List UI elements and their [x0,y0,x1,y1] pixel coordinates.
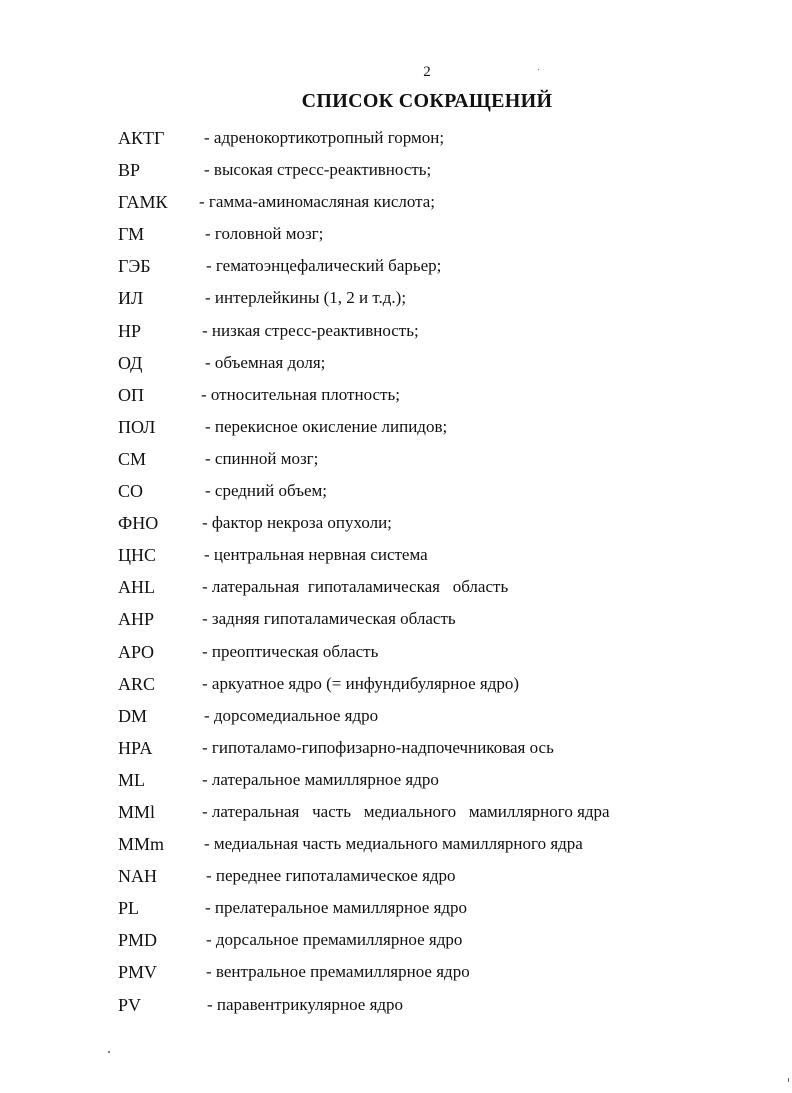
abbreviation-term: ОД [118,352,143,373]
page-number: 2 [423,64,431,80]
abbreviation-definition: - паравентрикулярное ядро [207,994,404,1014]
abbreviation-definition: - средний объем; [205,481,328,501]
abbreviation-term: ГМ [118,224,145,245]
abbreviation-term: СО [118,481,144,502]
abbreviation-term: СМ [118,448,147,469]
abbreviation-row [0,379,792,411]
abbreviation-row [0,250,792,282]
abbreviation-definition: - вентральное премамиллярное ядро [206,962,470,982]
abbreviation-term: ML [118,769,145,790]
abbreviation-term: ПОЛ [118,416,156,437]
abbreviation-definition: - объемная доля; [205,352,326,372]
abbreviation-row [0,347,792,379]
abbreviation-row [0,860,792,892]
abbreviation-row [0,700,792,732]
abbreviation-row [0,924,792,956]
abbreviation-term: MMl [118,801,156,822]
abbreviation-row [0,989,792,1021]
abbreviation-row [0,186,792,218]
abbreviation-term: APO [118,641,155,662]
abbreviation-row [0,154,792,186]
abbreviation-term: ФНО [118,513,159,534]
abbreviation-definition: - латеральное мамиллярное ядро [202,769,439,789]
abbreviation-term: ГАМК [118,192,168,213]
abbreviation-row [0,282,792,314]
abbreviation-definition: - гематоэнцефалический барьер; [206,256,442,276]
abbreviation-row [0,315,792,347]
abbreviation-term: PL [118,898,140,919]
abbreviation-definition: - перекисное окисление липидов; [205,416,448,436]
abbreviation-definition: - фактор некроза опухоли; [202,513,392,533]
abbreviation-definition: - прелатеральное мамиллярное ядро [205,898,468,918]
abbreviation-term: NAH [118,866,157,887]
abbreviation-term: AHP [118,609,155,630]
abbreviation-term: PMV [118,962,158,983]
abbreviation-definition: - относительная плотность; [201,384,400,404]
abbreviation-definition: - адренокортикотропный гормон; [204,128,445,147]
abbreviation-row [0,828,792,860]
abbreviation-term: MMm [118,834,165,855]
abbreviation-term: DM [118,705,148,726]
abbreviation-definition: - высокая стресс-реактивность; [204,160,432,180]
abbreviation-term: AHL [118,577,155,598]
abbreviation-row [0,892,792,924]
abbreviation-term: ГЭБ [118,256,151,277]
abbreviation-definition: - спинной мозг; [205,448,319,468]
abbreviation-definition: - интерлейкины (1, 2 и т.д.); [205,288,407,308]
abbreviation-row [0,956,792,988]
abbreviation-definition: - гипоталамо-гипофизарно-надпочечниковая ось [202,737,554,757]
abbreviation-definition: - латеральная часть медиального мамиллярного ядра [202,801,610,821]
scan-speck [788,1078,789,1082]
abbreviation-row [0,796,792,828]
abbreviation-term: ИЛ [118,288,144,309]
abbreviation-row [0,732,792,764]
scan-speck [538,69,539,70]
abbreviation-row [0,764,792,796]
abbreviation-term: НР [118,320,142,341]
abbreviation-term: АКТГ [118,128,165,148]
abbreviation-term: PMD [118,930,158,951]
abbreviation-term: ОП [118,384,144,405]
abbreviation-term: PV [118,994,142,1015]
abbreviation-definition: - центральная нервная система [204,545,428,565]
abbreviation-term: ЦНС [118,545,157,566]
abbreviation-row [0,636,792,668]
abbreviation-row [0,443,792,475]
page-title: СПИСОК СОКРАЩЕНИЙ [301,90,553,112]
scan-speck [108,1051,110,1053]
abbreviation-definition: - низкая стресс-реактивность; [202,320,419,340]
abbreviation-term: ARC [118,673,156,694]
abbreviation-definition: - задняя гипоталамическая область [202,609,456,629]
abbreviation-definition: - головной мозг; [205,224,324,244]
abbreviation-row [0,668,792,700]
abbreviation-definition: - медиальная часть медиального мамиллярного ядра [204,834,583,854]
abbreviation-term: ВР [118,160,141,181]
abbreviation-definition: - аркуатное ядро (= инфундибулярное ядро) [202,673,520,693]
abbreviation-row [0,122,792,154]
abbreviation-definition: - дорсомедиальное ядро [204,705,379,725]
abbreviation-definition: - переднее гипоталамическое ядро [206,866,456,886]
abbreviation-term: HPA [118,737,153,758]
abbreviation-row [0,218,792,250]
abbreviation-definition: - преоптическая область [202,641,379,661]
abbreviation-row [0,603,792,635]
abbreviation-row [0,571,792,603]
abbreviation-list [0,122,792,1021]
abbreviation-row [0,475,792,507]
abbreviation-row [0,507,792,539]
abbreviation-row [0,539,792,571]
abbreviation-definition: - дорсальное премамиллярное ядро [206,930,463,950]
abbreviation-row [0,411,792,443]
abbreviation-definition: - гамма-аминомасляная кислота; [199,192,436,212]
abbreviation-definition: - латеральная гипоталамическая область [202,577,509,597]
